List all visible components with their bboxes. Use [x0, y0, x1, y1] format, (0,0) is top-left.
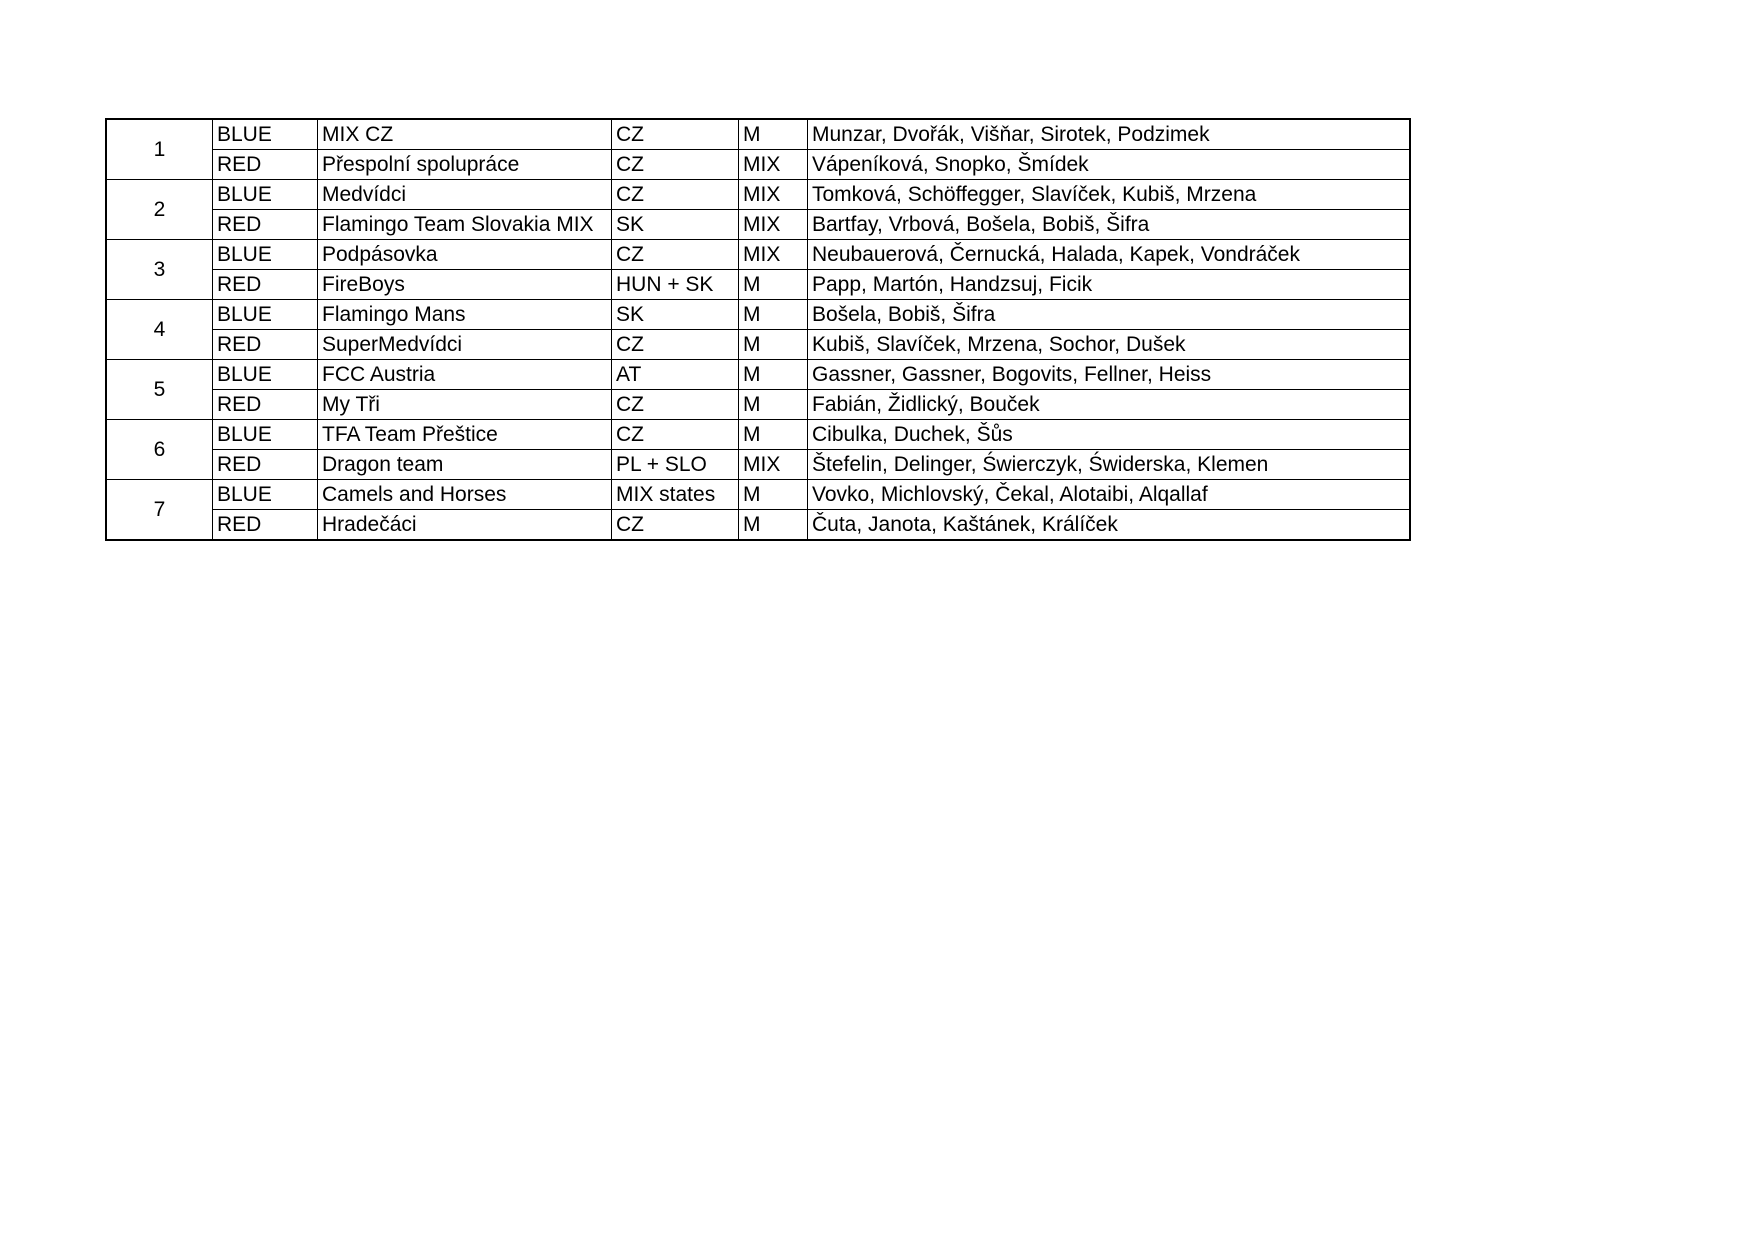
category-cell: M: [739, 270, 808, 300]
table-row: [107, 270, 1410, 300]
players-cell: Vovko, Michlovský, Čekal, Alotaibi, Alqallaf: [808, 480, 1410, 510]
team-name-cell: Camels and Horses: [318, 480, 612, 510]
round-number-cell: 1: [107, 120, 213, 180]
team-name-cell: Flamingo Team Slovakia MIX: [318, 210, 612, 240]
category-cell: M: [739, 510, 808, 540]
category-cell: MIX: [739, 450, 808, 480]
team-name-cell: Dragon team: [318, 450, 612, 480]
side-color-cell: RED: [213, 510, 318, 540]
category-cell: M: [739, 420, 808, 450]
side-color-cell: BLUE: [213, 360, 318, 390]
team-name-cell: TFA Team Přeštice: [318, 420, 612, 450]
players-cell: Kubiš, Slavíček, Mrzena, Sochor, Dušek: [808, 330, 1410, 360]
team-name-cell: FCC Austria: [318, 360, 612, 390]
country-cell: CZ: [612, 390, 739, 420]
table-row: [107, 510, 1410, 540]
side-color-cell: BLUE: [213, 480, 318, 510]
players-cell: Tomková, Schöffegger, Slavíček, Kubiš, Mrzena: [808, 180, 1410, 210]
country-cell: CZ: [612, 150, 739, 180]
category-cell: MIX: [739, 240, 808, 270]
table-row: [107, 390, 1410, 420]
table-row: [107, 210, 1410, 240]
side-color-cell: RED: [213, 450, 318, 480]
category-cell: MIX: [739, 150, 808, 180]
round-number-cell: 5: [107, 360, 213, 420]
round-number-cell: 2: [107, 180, 213, 240]
country-cell: SK: [612, 210, 739, 240]
table-row: [107, 450, 1410, 480]
category-cell: MIX: [739, 210, 808, 240]
round-number-cell: 4: [107, 300, 213, 360]
side-color-cell: BLUE: [213, 300, 318, 330]
country-cell: CZ: [612, 180, 739, 210]
country-cell: CZ: [612, 330, 739, 360]
country-cell: PL + SLO: [612, 450, 739, 480]
players-cell: Čuta, Janota, Kaštánek, Králíček: [808, 510, 1410, 540]
category-cell: M: [739, 390, 808, 420]
side-color-cell: RED: [213, 390, 318, 420]
team-name-cell: Přespolní spolupráce: [318, 150, 612, 180]
side-color-cell: RED: [213, 150, 318, 180]
country-cell: CZ: [612, 420, 739, 450]
round-number-cell: 3: [107, 240, 213, 300]
side-color-cell: RED: [213, 330, 318, 360]
team-name-cell: FireBoys: [318, 270, 612, 300]
players-cell: Gassner, Gassner, Bogovits, Fellner, Heiss: [808, 360, 1410, 390]
team-name-cell: Hradečáci: [318, 510, 612, 540]
side-color-cell: BLUE: [213, 420, 318, 450]
team-name-cell: Flamingo Mans: [318, 300, 612, 330]
round-number-cell: 6: [107, 420, 213, 480]
country-cell: CZ: [612, 240, 739, 270]
country-cell: AT: [612, 360, 739, 390]
country-cell: HUN + SK: [612, 270, 739, 300]
players-cell: Štefelin, Delinger, Świerczyk, Świderska, Klemen: [808, 450, 1410, 480]
team-name-cell: SuperMedvídci: [318, 330, 612, 360]
team-name-cell: MIX CZ: [318, 120, 612, 150]
players-cell: Bošela, Bobiš, Šifra: [808, 300, 1410, 330]
table-row: [107, 300, 1410, 330]
table-row: [107, 180, 1410, 210]
table-row: [107, 330, 1410, 360]
country-cell: CZ: [612, 510, 739, 540]
category-cell: M: [739, 480, 808, 510]
country-cell: CZ: [612, 120, 739, 150]
side-color-cell: RED: [213, 270, 318, 300]
round-schedule-table: [106, 119, 1410, 540]
players-cell: Neubauerová, Černucká, Halada, Kapek, Vondráček: [808, 240, 1410, 270]
team-name-cell: My Tři: [318, 390, 612, 420]
category-cell: M: [739, 360, 808, 390]
side-color-cell: RED: [213, 210, 318, 240]
side-color-cell: BLUE: [213, 120, 318, 150]
category-cell: M: [739, 330, 808, 360]
players-cell: Bartfay, Vrbová, Bošela, Bobiš, Šifra: [808, 210, 1410, 240]
table-row: [107, 150, 1410, 180]
team-name-cell: Medvídci: [318, 180, 612, 210]
table-row: [107, 360, 1410, 390]
table-row: [107, 420, 1410, 450]
side-color-cell: BLUE: [213, 180, 318, 210]
round-number-cell: 7: [107, 480, 213, 540]
category-cell: M: [739, 300, 808, 330]
players-cell: Papp, Martón, Handzsuj, Ficik: [808, 270, 1410, 300]
players-cell: Munzar, Dvořák, Višňar, Sirotek, Podzimek: [808, 120, 1410, 150]
country-cell: MIX states: [612, 480, 739, 510]
players-cell: Fabián, Židlický, Bouček: [808, 390, 1410, 420]
players-cell: Vápeníková, Snopko, Šmídek: [808, 150, 1410, 180]
players-cell: Cibulka, Duchek, Šůs: [808, 420, 1410, 450]
table-row: [107, 240, 1410, 270]
team-name-cell: Podpásovka: [318, 240, 612, 270]
table-row: [107, 480, 1410, 510]
category-cell: MIX: [739, 180, 808, 210]
category-cell: M: [739, 120, 808, 150]
table-row: [107, 120, 1410, 150]
country-cell: SK: [612, 300, 739, 330]
side-color-cell: BLUE: [213, 240, 318, 270]
